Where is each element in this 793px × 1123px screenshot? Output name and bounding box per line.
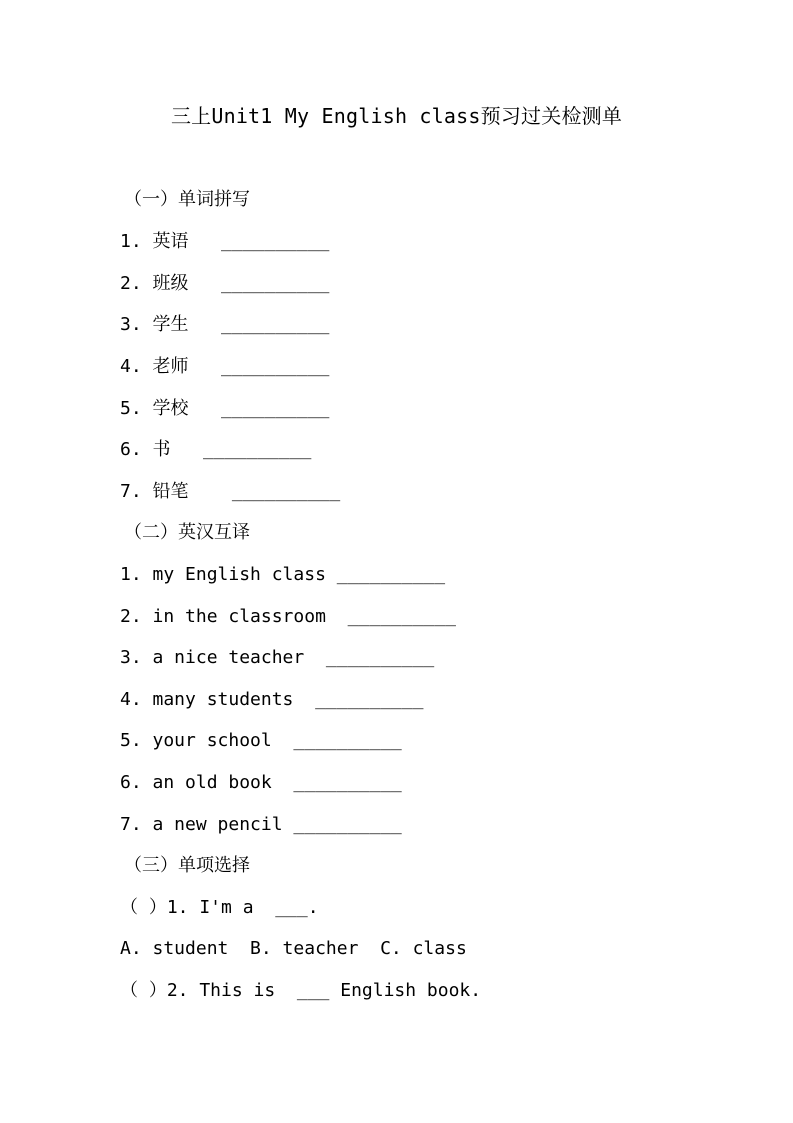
choice-question-1-options: A. student B. teacher C. class [120, 938, 467, 959]
page-title: 三上Unit1 My English class预习过关检测单 [170, 104, 623, 128]
translation-item-7: 7. a new pencil __________ [120, 814, 402, 835]
section-heading-spelling: （一）单词拼写 [124, 189, 250, 210]
spelling-item-1: 1. 英语 __________ [120, 231, 330, 252]
choice-question-2: （ ）2. This is ___ English book. [120, 980, 482, 1001]
spelling-item-2: 2. 班级 __________ [120, 273, 330, 294]
spelling-item-3: 3. 学生 __________ [120, 314, 330, 335]
section-heading-choice: （三）单项选择 [124, 855, 250, 876]
section-heading-translation: （二）英汉互译 [124, 522, 250, 543]
spelling-item-6: 6. 书 __________ [120, 439, 312, 460]
translation-item-4: 4. many students __________ [120, 689, 424, 710]
spelling-item-5: 5. 学校 __________ [120, 398, 330, 419]
translation-item-5: 5. your school __________ [120, 730, 402, 751]
spelling-item-7: 7. 铅笔 __________ [120, 481, 341, 502]
translation-item-1: 1. my English class __________ [120, 564, 446, 585]
translation-item-2: 2. in the classroom __________ [120, 606, 456, 627]
translation-item-6: 6. an old book __________ [120, 772, 402, 793]
choice-question-1: （ ）1. I'm a ___. [120, 897, 319, 918]
translation-item-3: 3. a nice teacher __________ [120, 647, 435, 668]
spelling-item-4: 4. 老师 __________ [120, 356, 330, 377]
